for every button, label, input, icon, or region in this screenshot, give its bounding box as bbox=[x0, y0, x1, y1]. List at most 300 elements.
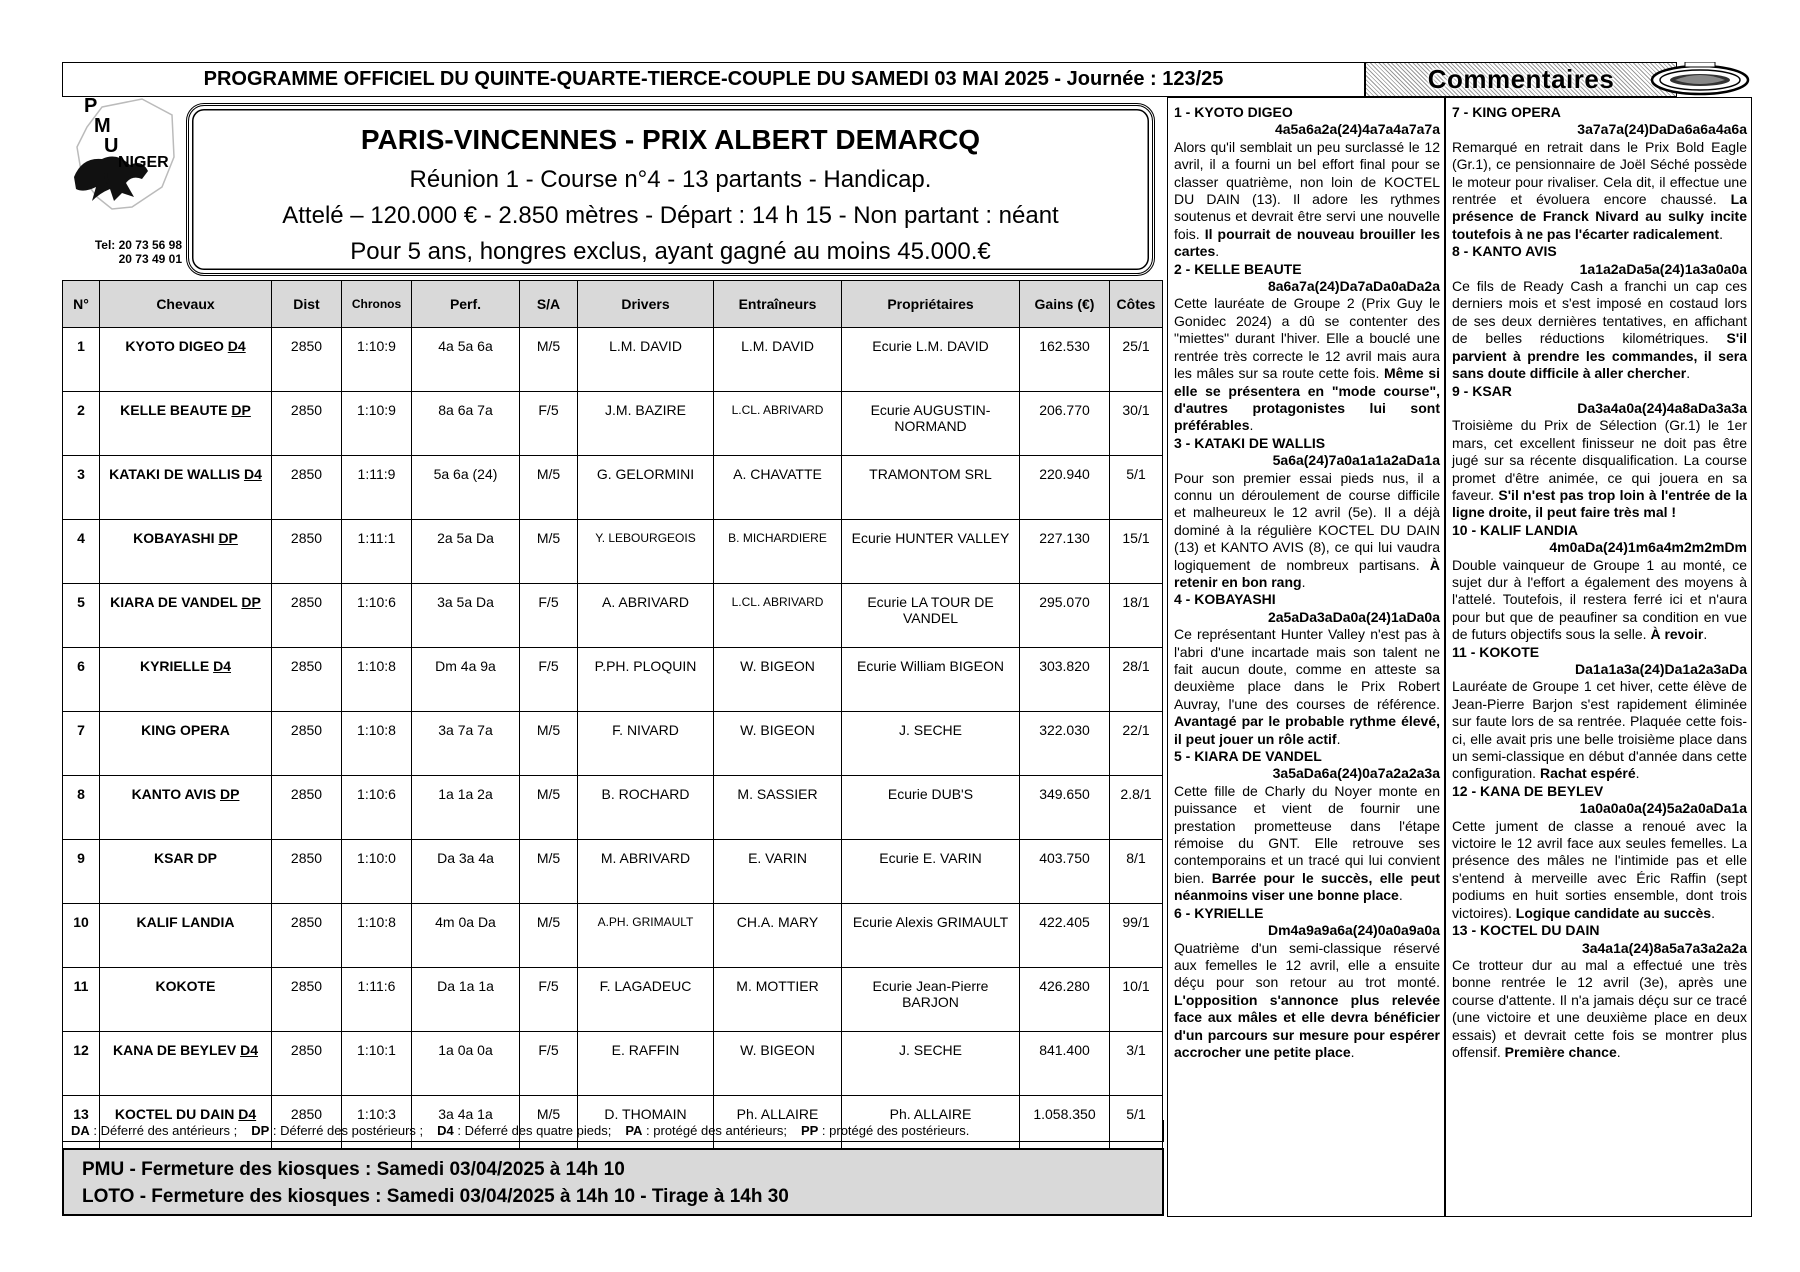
cell-gains: 426.280 bbox=[1020, 968, 1110, 1032]
cell-trainer: E. VARIN bbox=[714, 840, 842, 904]
cell-horse bbox=[100, 328, 272, 392]
race-line-3: Pour 5 ans, hongres exclus, ayant gagné au moins 45.000.€ bbox=[350, 238, 991, 265]
cell-gains: 227.130 bbox=[1020, 520, 1110, 584]
shoeing-code: D4 bbox=[213, 658, 232, 674]
comment-heading: 11 - KOKOTE bbox=[1452, 643, 1540, 660]
comment-sentence: . bbox=[1686, 365, 1691, 382]
cell-perf: Dm 4a 9a bbox=[412, 648, 520, 712]
cell-driver: D. THOMAIN bbox=[578, 1096, 714, 1160]
comment-sentence: . bbox=[1703, 626, 1708, 643]
cell-n: 13 bbox=[63, 1096, 100, 1160]
cell-n: 4 bbox=[63, 520, 100, 584]
cell-driver: A. ABRIVARD bbox=[578, 584, 714, 648]
cell-cote: 10/1 bbox=[1110, 968, 1163, 1032]
cell-owner: Ecurie L.M. DAVID bbox=[842, 328, 1020, 392]
comment-block bbox=[1452, 783, 1747, 922]
cell-trainer: L.M. DAVID bbox=[714, 328, 842, 392]
legend-item bbox=[71, 1123, 237, 1138]
legend-code: PA bbox=[625, 1123, 643, 1138]
comment-heading: 8 - KANTO AVIS bbox=[1452, 243, 1557, 260]
cell-n: 10 bbox=[63, 904, 100, 968]
comment-text bbox=[1174, 626, 1440, 748]
cell-dist: 2850 bbox=[272, 840, 342, 904]
cell-gains: 1.058.350 bbox=[1020, 1096, 1110, 1160]
horse-name: KYRIELLE bbox=[139, 658, 210, 674]
comment-text bbox=[1174, 295, 1440, 434]
cell-sa: M/5 bbox=[520, 520, 578, 584]
comment-verdict: Première chance bbox=[1504, 1043, 1617, 1060]
cell-sa: F/5 bbox=[520, 968, 578, 1032]
cell-horse bbox=[100, 584, 272, 648]
page-title: PROGRAMME OFFICIEL DU QUINTE-QUARTE-TIERCE-COUPLE DU SAMEDI 03 MAI 2025 - Journée : 123/25 bbox=[62, 62, 1365, 97]
comment-block bbox=[1452, 644, 1747, 783]
cell-perf: 1a 0a 0a bbox=[412, 1032, 520, 1096]
legend-text: : Déferré des quatre pieds; bbox=[453, 1123, 612, 1138]
cell-perf: Da 3a 4a bbox=[412, 840, 520, 904]
cell-dist: 2850 bbox=[272, 520, 342, 584]
cell-gains: 303.820 bbox=[1020, 648, 1110, 712]
comment-sentence: . bbox=[1711, 904, 1715, 921]
cell-dist: 2850 bbox=[272, 456, 342, 520]
cell-n: 7 bbox=[63, 712, 100, 776]
cell-driver: E. RAFFIN bbox=[578, 1032, 714, 1096]
cell-perf: 2a 5a Da bbox=[412, 520, 520, 584]
cell-gains: 162.530 bbox=[1020, 328, 1110, 392]
comment-sentence: . bbox=[1616, 1043, 1621, 1060]
cell-trainer: L.CL. ABRIVARD bbox=[714, 392, 842, 456]
comment-sentence: Cette fille de Charly du Noyer monte en puissance et vient de fournir une prestation prometteuse dans l'étape rémoise du GNT. Elle retrouve ses contemporains et un tracé qui lui convient bien. bbox=[1174, 782, 1440, 886]
logo-niger: NIGER bbox=[118, 154, 169, 171]
cell-sa: F/5 bbox=[520, 584, 578, 648]
comments-column-left bbox=[1167, 97, 1445, 1217]
horse-name: KELLE BEAUTE bbox=[120, 402, 228, 418]
comment-text bbox=[1452, 417, 1747, 521]
cell-n: 9 bbox=[63, 840, 100, 904]
legend-code: PP bbox=[800, 1123, 819, 1138]
comment-sentence: . bbox=[1301, 573, 1306, 590]
cell-driver: A.PH. GRIMAULT bbox=[578, 904, 714, 968]
comment-sentence: Remarqué en retrait dans le Prix Bold Eagle (Gr.1), ce pensionnaire de Joël Séché possède le moteur pour rivaliser. Cela dit, il effectue une rentrée et évoluera encore chaussé. bbox=[1452, 138, 1747, 208]
cell-sa: M/5 bbox=[520, 840, 578, 904]
race-line-1: Réunion 1 - Course n°4 - 13 partants - Handicap. bbox=[409, 166, 932, 193]
race-title: PARIS-VINCENNES - PRIX ALBERT DEMARCQ bbox=[360, 124, 981, 155]
legend-text: : protégé des antérieurs; bbox=[642, 1123, 787, 1138]
cell-trainer: Ph. ALLAIRE bbox=[714, 1096, 842, 1160]
cell-cote: 22/1 bbox=[1110, 712, 1163, 776]
cell-owner: J. SECHE bbox=[842, 712, 1020, 776]
table-row bbox=[63, 520, 1163, 584]
horse-name: KING OPERA bbox=[141, 722, 230, 738]
table-row bbox=[63, 904, 1163, 968]
column-header: Entraîneurs bbox=[714, 281, 842, 328]
race-line-2: Attelé – 120.000 € - 2.850 mètres - Départ : 14 h 15 - Non partant : néant bbox=[282, 202, 1059, 229]
comment-form-code: 3a4a1a(24)8a5a7a3a2a2a bbox=[1581, 939, 1747, 956]
comment-sentence: Pour son premier essai pieds nus, il a connu un déroulement de course difficile et malheureux le 12 avril (5e). Il a déjà dominé à la régulière KOCTEL DU DAIN (13) et KANTO AVIS (8), ce qui lui vaudra logiquement de nombreux partisans. bbox=[1174, 469, 1440, 573]
column-header: Drivers bbox=[578, 281, 714, 328]
cell-trainer: B. MICHARDIERE bbox=[714, 520, 842, 584]
cell-cote: 28/1 bbox=[1110, 648, 1163, 712]
cell-owner: Ecurie William BIGEON bbox=[842, 648, 1020, 712]
cell-chrono: 1:11:9 bbox=[342, 456, 412, 520]
cell-chrono: 1:10:1 bbox=[342, 1032, 412, 1096]
comment-verdict: Logique candidate au succès bbox=[1515, 904, 1712, 921]
comment-verdict: À revoir bbox=[1650, 626, 1704, 643]
comment-heading: 2 - KELLE BEAUTE bbox=[1174, 260, 1302, 277]
comments-column-right bbox=[1445, 97, 1752, 1217]
cell-chrono: 1:10:9 bbox=[342, 328, 412, 392]
comment-sentence: Ce fils de Ready Cash a franchi un cap ces derniers mois et s'est imposé en costaud lors de ses deux dernières tentatives, en affichant de belles réductions kilométriques. bbox=[1452, 278, 1747, 347]
comment-text bbox=[1452, 278, 1747, 382]
comment-sentence: Alors qu'il semblait un peu surclassé le 12 avril, il a fourni un bel effort final pour se classer quatrième, non loin de KOCTEL DU DAIN (13). Il adore les rythmes soutenus et devrait être servi une nouvelle fois. bbox=[1174, 138, 1440, 242]
cell-chrono: 1:10:8 bbox=[342, 648, 412, 712]
cell-trainer: A. CHAVATTE bbox=[714, 456, 842, 520]
cell-horse bbox=[100, 520, 272, 584]
table-row bbox=[63, 456, 1163, 520]
cell-gains: 206.770 bbox=[1020, 392, 1110, 456]
cell-horse bbox=[100, 1032, 272, 1096]
cell-trainer: M. MOTTIER bbox=[714, 968, 842, 1032]
comment-form-code: 5a6a(24)7a0a1a1a2aDa1a bbox=[1272, 452, 1440, 469]
cell-dist: 2850 bbox=[272, 904, 342, 968]
pmu-niger-logo bbox=[62, 97, 180, 237]
cell-dist: 2850 bbox=[272, 392, 342, 456]
cell-sa: M/5 bbox=[520, 1096, 578, 1160]
column-header: Dist bbox=[272, 281, 342, 328]
cell-cote: 8/1 bbox=[1110, 840, 1163, 904]
cell-n: 1 bbox=[63, 328, 100, 392]
table-header-row bbox=[63, 281, 1163, 328]
horse-name: KOCTEL DU DAIN bbox=[114, 1106, 235, 1122]
comment-form-code: 4m0aDa(24)1m6a4m2m2mDm bbox=[1549, 539, 1747, 556]
cell-chrono: 1:10:8 bbox=[342, 904, 412, 968]
comment-form-code: 3a5aDa6a(24)0a7a2a2a3a bbox=[1272, 765, 1440, 782]
comment-sentence: Quatrième d'un semi-classique réservé aux femelles le 12 avril, elle a ensuite déçu pour son retour au trot monté. bbox=[1174, 939, 1440, 991]
cell-driver: J.M. BAZIRE bbox=[578, 392, 714, 456]
cell-gains: 295.070 bbox=[1020, 584, 1110, 648]
comment-block bbox=[1174, 905, 1440, 1062]
comment-text bbox=[1452, 818, 1747, 922]
comment-form-code: Da1a1a3a(24)Da1a2a3aDa bbox=[1574, 661, 1747, 677]
shoeing-code: D4 bbox=[227, 338, 246, 354]
cell-n: 11 bbox=[63, 968, 100, 1032]
cell-chrono: 1:10:0 bbox=[342, 840, 412, 904]
table-row bbox=[63, 328, 1163, 392]
cell-owner: Ecurie Alexis GRIMAULT bbox=[842, 904, 1020, 968]
comment-block bbox=[1174, 748, 1440, 905]
comment-block bbox=[1452, 922, 1747, 1061]
comment-block bbox=[1452, 522, 1747, 644]
cell-sa: F/5 bbox=[520, 648, 578, 712]
cell-horse bbox=[100, 904, 272, 968]
cell-owner: J. SECHE bbox=[842, 1032, 1020, 1096]
comment-text bbox=[1174, 470, 1440, 592]
comment-heading: 3 - KATAKI DE WALLIS bbox=[1174, 434, 1326, 451]
column-header: Côtes bbox=[1110, 281, 1163, 328]
comment-sentence: Troisième du Prix de Sélection (Gr.1) le 1er mars, cet excellent finisseur ne doit pas être jugé sur sa récente disqualification. La course promet d'être animée, ce qui jouera en sa faveur. bbox=[1452, 417, 1747, 503]
horse-name: KANA DE BEYLEV bbox=[113, 1042, 237, 1058]
comment-sentence: . bbox=[1719, 225, 1723, 242]
comment-sentence: . bbox=[1635, 765, 1640, 782]
cell-n: 8 bbox=[63, 776, 100, 840]
legend-code: D4 bbox=[437, 1123, 454, 1138]
comment-block bbox=[1174, 104, 1440, 261]
shoeing-code: D4 bbox=[240, 1042, 258, 1058]
cell-dist: 2850 bbox=[272, 712, 342, 776]
cell-cote: 25/1 bbox=[1110, 328, 1163, 392]
comment-text bbox=[1174, 783, 1440, 905]
shoeing-code: DP bbox=[241, 594, 261, 610]
comment-text bbox=[1452, 139, 1747, 243]
cell-chrono: 1:10:3 bbox=[342, 1096, 412, 1160]
comment-form-code: 1a0a0a0a(24)5a2a0aDa1a bbox=[1579, 800, 1747, 817]
comment-verdict: S'il parvient à prendre les commandes, il sera sans doute difficile à aller chercher bbox=[1452, 330, 1747, 382]
cell-perf: 5a 6a (24) bbox=[412, 456, 520, 520]
comment-form-code: Da3a4a0a(24)4a8aDa3a3a bbox=[1577, 399, 1747, 416]
comment-sentence: Double vainqueur de Groupe 1 au monté, ce sujet dur à l'effort a également des moyens à l'attelé. Toutefois, il restera ferré ici et n'aura pour but que de peaufiner sa condition en vue de futurs objectifs sous la selle. bbox=[1452, 556, 1747, 643]
comment-sentence: . bbox=[1336, 730, 1341, 747]
cell-sa: F/5 bbox=[520, 392, 578, 456]
comment-verdict: À retenir en bon rang bbox=[1174, 556, 1440, 590]
table-body bbox=[63, 328, 1163, 1160]
legend-item bbox=[437, 1123, 611, 1138]
loto-closing: LOTO - Fermeture des kiosques : Samedi 03/04/2025 à 14h 10 - Tirage à 14h 30 bbox=[82, 1186, 789, 1207]
cell-trainer: W. BIGEON bbox=[714, 1032, 842, 1096]
comment-form-code: 1a1a2aDa5a(24)1a3a0a0a bbox=[1579, 260, 1747, 277]
cell-cote: 3/1 bbox=[1110, 1032, 1163, 1096]
column-header: N° bbox=[63, 281, 100, 328]
comment-heading: 10 - KALIF LANDIA bbox=[1452, 521, 1578, 538]
legend-text: : Déferré des postérieurs ; bbox=[269, 1123, 424, 1138]
comment-heading: 13 - KOCTEL DU DAIN bbox=[1452, 922, 1600, 939]
horse-name: KOKOTE bbox=[155, 978, 216, 994]
comment-sentence: Ce représentant Hunter Valley n'est pas à l'abri d'une incartade mais son talent ne fait aucun doute, comme en atteste sa deuxième place dans le Prix Robert Auvray, l'une des courses de référence. bbox=[1174, 626, 1440, 712]
comment-block bbox=[1452, 104, 1747, 243]
comment-heading: 12 - KANA DE BEYLEV bbox=[1452, 782, 1604, 799]
cell-sa: M/5 bbox=[520, 776, 578, 840]
cell-chrono: 1:10:8 bbox=[342, 712, 412, 776]
cell-trainer: W. BIGEON bbox=[714, 648, 842, 712]
column-header: Gains (€) bbox=[1020, 281, 1110, 328]
comment-text bbox=[1452, 678, 1747, 782]
cell-perf: 3a 5a Da bbox=[412, 584, 520, 648]
horse-name: KIARA DE VANDEL bbox=[110, 594, 238, 610]
comment-heading: 6 - KYRIELLE bbox=[1174, 904, 1264, 921]
table-row bbox=[63, 968, 1163, 1032]
cell-dist: 2850 bbox=[272, 1032, 342, 1096]
cell-trainer: CH.A. MARY bbox=[714, 904, 842, 968]
cell-cote: 15/1 bbox=[1110, 520, 1163, 584]
cell-owner: Ecurie HUNTER VALLEY bbox=[842, 520, 1020, 584]
cell-chrono: 1:11:1 bbox=[342, 520, 412, 584]
cell-horse bbox=[100, 648, 272, 712]
shoeing-code: D4 bbox=[243, 466, 262, 482]
comment-form-code: 8a6a7a(24)Da7aDa0aDa2a bbox=[1267, 278, 1440, 295]
horse-name: KATAKI DE WALLIS bbox=[109, 466, 241, 482]
table-row bbox=[63, 840, 1163, 904]
legend-item bbox=[801, 1123, 969, 1138]
cell-owner: Ecurie AUGUSTIN-NORMAND bbox=[842, 392, 1020, 456]
cell-chrono: 1:10:6 bbox=[342, 584, 412, 648]
cell-gains: 841.400 bbox=[1020, 1032, 1110, 1096]
cell-horse bbox=[100, 776, 272, 840]
comment-verdict: Il pourrait de nouveau brouiller les cartes bbox=[1174, 225, 1440, 260]
table-row bbox=[63, 776, 1163, 840]
shoeing-code: DP bbox=[218, 530, 238, 546]
table-row bbox=[63, 584, 1163, 648]
comment-form-code: 4a5a6a2a(24)4a7a4a7a7a bbox=[1274, 121, 1440, 138]
cell-perf: 4m 0a Da bbox=[412, 904, 520, 968]
comment-text bbox=[1452, 957, 1747, 1061]
comment-text bbox=[1174, 139, 1440, 261]
cell-dist: 2850 bbox=[272, 1096, 342, 1160]
comment-form-code: 3a7a7a(24)DaDa6a6a4a6a bbox=[1577, 121, 1747, 138]
cell-owner: Ecurie Jean-Pierre BARJON bbox=[842, 968, 1020, 1032]
horse-name: KANTO AVIS bbox=[131, 786, 217, 802]
cell-dist: 2850 bbox=[272, 648, 342, 712]
horse-name: KALIF LANDIA bbox=[136, 914, 235, 930]
cell-n: 12 bbox=[63, 1032, 100, 1096]
comment-block bbox=[1174, 591, 1440, 748]
pmu-closing: PMU - Fermeture des kiosques : Samedi 03/04/2025 à 14h 10 bbox=[82, 1159, 625, 1180]
cell-sa: M/5 bbox=[520, 904, 578, 968]
cell-cote: 2.8/1 bbox=[1110, 776, 1163, 840]
cell-chrono: 1:10:6 bbox=[342, 776, 412, 840]
comment-form-code: Dm4a9a9a6a(24)0a0a9a0a bbox=[1267, 922, 1440, 939]
comment-sentence: . bbox=[1398, 887, 1403, 904]
table-row bbox=[63, 392, 1163, 456]
legend-text: : Déferré des antérieurs ; bbox=[89, 1123, 238, 1138]
cell-horse bbox=[100, 840, 272, 904]
comment-text bbox=[1174, 940, 1440, 1062]
shoeing-code: D4 bbox=[238, 1106, 257, 1122]
cell-n: 3 bbox=[63, 456, 100, 520]
cell-gains: 322.030 bbox=[1020, 712, 1110, 776]
cell-driver: F. LAGADEUC bbox=[578, 968, 714, 1032]
horse-name: KSAR DP bbox=[153, 850, 217, 866]
column-header: Perf. bbox=[412, 281, 520, 328]
cell-owner: Ph. ALLAIRE bbox=[842, 1096, 1020, 1160]
cell-perf: 1a 1a 2a bbox=[412, 776, 520, 840]
horse-name: KYOTO DIGEO bbox=[125, 338, 224, 354]
comment-verdict: Barrée pour le succès, elle peut néanmoins viser une bonne place bbox=[1174, 869, 1440, 904]
comment-sentence: . bbox=[1215, 243, 1220, 260]
comment-verdict: Rachat espéré bbox=[1539, 765, 1636, 782]
legend-code: DA bbox=[71, 1123, 90, 1138]
cell-trainer: W. BIGEON bbox=[714, 712, 842, 776]
comment-block bbox=[1452, 383, 1747, 522]
cell-dist: 2850 bbox=[272, 776, 342, 840]
cell-horse bbox=[100, 968, 272, 1032]
cell-n: 2 bbox=[63, 392, 100, 456]
legend-code: DP bbox=[251, 1123, 270, 1138]
cell-perf: 8a 6a 7a bbox=[412, 392, 520, 456]
comment-block bbox=[1174, 261, 1440, 435]
cell-owner: Ecurie E. VARIN bbox=[842, 840, 1020, 904]
comment-text bbox=[1452, 557, 1747, 644]
cell-horse bbox=[100, 392, 272, 456]
comment-sentence: . bbox=[1350, 1043, 1355, 1060]
cell-driver: G. GELORMINI bbox=[578, 456, 714, 520]
eye-logo-icon bbox=[1645, 62, 1755, 97]
horse-name: KOBAYASHI bbox=[133, 530, 215, 546]
cell-cote: 5/1 bbox=[1110, 456, 1163, 520]
cell-dist: 2850 bbox=[272, 584, 342, 648]
comment-sentence: Cette jument de classe a renoué avec la victoire le 12 avril face aux seules femelles. La présence des mâles ne l'intimide pas et elle s'entend à merveille avec Éric Raffin (sept podiums en huit sorties ensemble, dont trois victoires). bbox=[1452, 817, 1747, 921]
cell-driver: P.PH. PLOQUIN bbox=[578, 648, 714, 712]
comment-verdict: Même si elle se présentera en "mode course", d'autres protagonistes lui sont préférables bbox=[1174, 365, 1441, 434]
cell-cote: 99/1 bbox=[1110, 904, 1163, 968]
cell-n: 5 bbox=[63, 584, 100, 648]
column-header: Propriétaires bbox=[842, 281, 1020, 328]
cell-sa: M/5 bbox=[520, 712, 578, 776]
shoeing-legend bbox=[62, 1120, 1164, 1142]
cell-gains: 422.405 bbox=[1020, 904, 1110, 968]
cell-gains: 403.750 bbox=[1020, 840, 1110, 904]
comment-sentence: Cette lauréate de Groupe 2 (Prix Guy le Gonidec 2024) a dû se contenter des "miettes" durant l'hiver. Elle a bouclé une rentrée très correcte le 12 avril mais aura les mâles sur sa route cette fois. bbox=[1174, 295, 1440, 382]
cell-sa: F/5 bbox=[520, 1032, 578, 1096]
cell-perf: 4a 5a 6a bbox=[412, 328, 520, 392]
runners-table bbox=[62, 280, 1162, 1160]
column-header: S/A bbox=[520, 281, 578, 328]
race-info-box bbox=[186, 103, 1155, 276]
table-row bbox=[63, 712, 1163, 776]
comment-form-code: 2a5aDa3aDa0a(24)1aDa0a bbox=[1267, 608, 1440, 625]
table-row bbox=[63, 648, 1163, 712]
cell-sa: M/5 bbox=[520, 456, 578, 520]
phone-1: Tel: 20 73 56 98 bbox=[94, 238, 182, 252]
cell-dist: 2850 bbox=[272, 328, 342, 392]
legend-item bbox=[625, 1123, 787, 1138]
cell-horse bbox=[100, 712, 272, 776]
cell-chrono: 1:10:9 bbox=[342, 392, 412, 456]
cell-gains: 220.940 bbox=[1020, 456, 1110, 520]
comment-sentence: Lauréate de Groupe 1 cet hiver, cette élève de Jean-Pierre Barjon s'est rapidement éliminée sur faute lors de sa rentrée. Plaquée cette fois-ci, elle avait pris une belle troisième place dans un semi-classique en début d'année dans cette configuration. bbox=[1452, 678, 1747, 782]
kiosk-closing-footer bbox=[62, 1148, 1164, 1216]
logo-letter-p: P bbox=[84, 95, 98, 117]
legend-item bbox=[251, 1123, 423, 1138]
comment-block bbox=[1452, 243, 1747, 382]
comment-heading: 9 - KSAR bbox=[1452, 382, 1512, 399]
cell-dist: 2850 bbox=[272, 968, 342, 1032]
cell-driver: B. ROCHARD bbox=[578, 776, 714, 840]
cell-driver: Y. LEBOURGEOIS bbox=[578, 520, 714, 584]
phone-numbers bbox=[62, 238, 182, 266]
comment-heading: 5 - KIARA DE VANDEL bbox=[1174, 748, 1322, 765]
comment-heading: 7 - KING OPERA bbox=[1452, 104, 1561, 120]
comment-heading: 1 - KYOTO DIGEO bbox=[1174, 104, 1293, 120]
cell-trainer: M. SASSIER bbox=[714, 776, 842, 840]
cell-driver: L.M. DAVID bbox=[578, 328, 714, 392]
cell-driver: F. NIVARD bbox=[578, 712, 714, 776]
phone-2: 20 73 49 01 bbox=[118, 252, 182, 266]
comments-title: Commentaires bbox=[1365, 62, 1677, 97]
comment-verdict: S'il n'est pas trop loin à l'entrée de la ligne droite, il peut faire très mal ! bbox=[1452, 486, 1747, 521]
cell-perf: 3a 7a 7a bbox=[412, 712, 520, 776]
column-header: Chronos bbox=[342, 281, 412, 328]
cell-owner: Ecurie LA TOUR DE VANDEL bbox=[842, 584, 1020, 648]
cell-gains: 349.650 bbox=[1020, 776, 1110, 840]
comment-block bbox=[1174, 435, 1440, 592]
cell-owner: Ecurie DUB'S bbox=[842, 776, 1020, 840]
logo-letter-m: M bbox=[94, 115, 111, 137]
cell-perf: Da 1a 1a bbox=[412, 968, 520, 1032]
comment-verdict: Avantagé par le probable rythme élevé, il peut jouer un rôle actif bbox=[1174, 713, 1440, 747]
cell-cote: 30/1 bbox=[1110, 392, 1163, 456]
cell-driver: M. ABRIVARD bbox=[578, 840, 714, 904]
cell-perf: 3a 4a 1a bbox=[412, 1096, 520, 1160]
cell-n: 6 bbox=[63, 648, 100, 712]
shoeing-code: DP bbox=[231, 402, 251, 418]
